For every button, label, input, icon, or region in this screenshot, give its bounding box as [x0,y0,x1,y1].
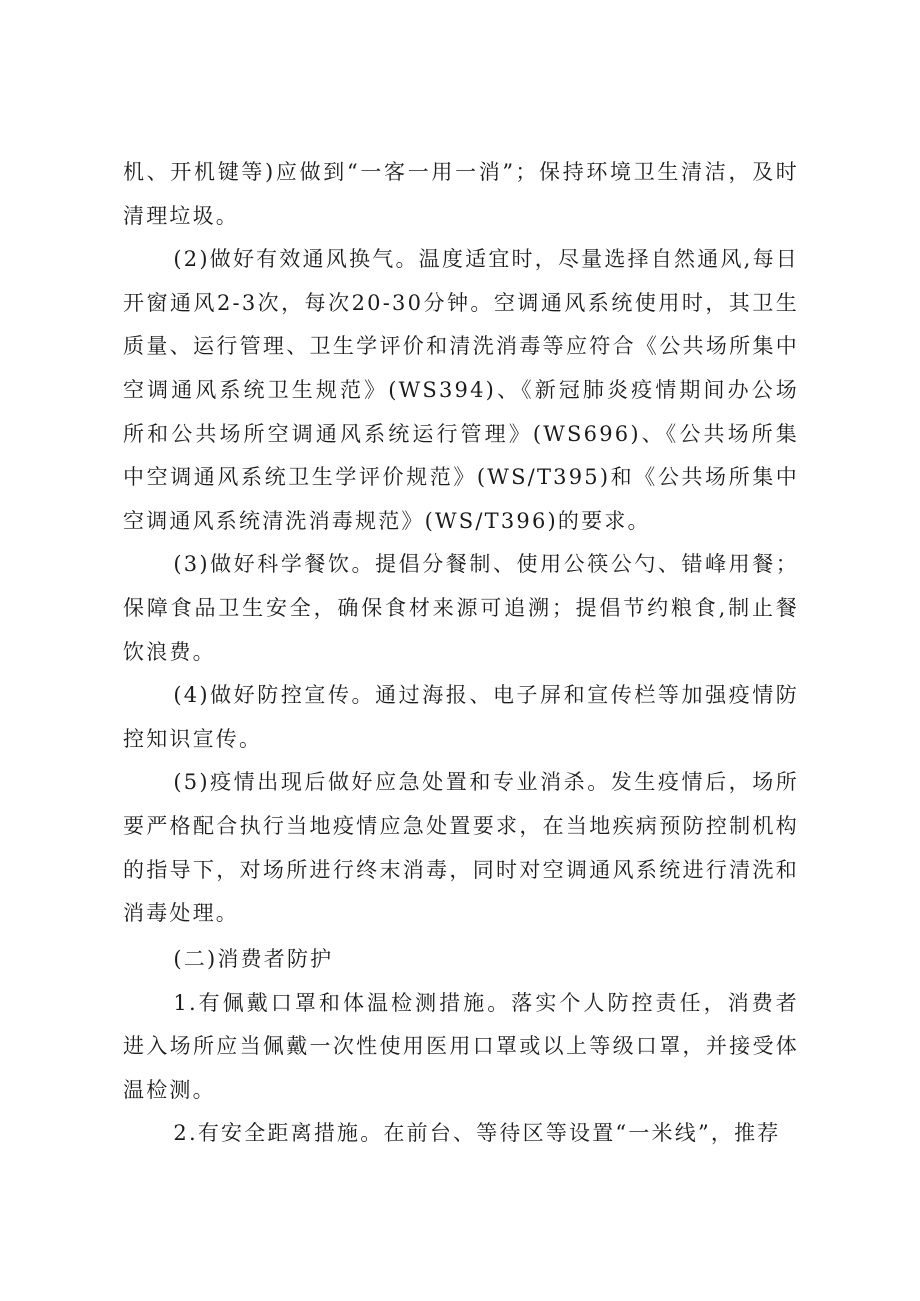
document-body [123,151,799,1156]
paragraph-ventilation: (2)做好有效通风换气。温度适宜时，尽量选择自然通风,每日开窗通风2-3次，每次20-30分钟。空调通风系统使用时，其卫生质量、运行管理、卫生学评价和清洗消毒等应符合《公共场所集中空调通风系统卫生规范》(WS394)、《新冠肺炎疫情期间办公场所和公共场所空调通风系统运行管理》(WS696)、《公共场所集中空调通风系统卫生学评价规范》(WS/T395)和《公共场所集中空调通风系统清洗消毒规范》(WS/T396)的要求。 [123,247,799,533]
section-heading-consumer-protection: (二)消费者防护 [173,946,334,971]
paragraph-continuation: 机、开机键等)应做到“一客一用一消”；保持环境卫生清洁，及时清理垃圾。 [123,160,799,228]
paragraph-dining: (3)做好科学餐饮。提倡分餐制、使用公筷公勺、错峰用餐；保障食品卫生安全，确保食材来源可追溯；提倡节约粮食,制止餐饮浪费。 [123,552,799,664]
paragraph-mask-temperature: 1.有佩戴口罩和体温检测措施。落实个人防控责任，消费者进入场所应当佩戴一次性使用医用口罩或以上等级口罩，并接受体温检测。 [123,990,799,1102]
paragraph-emergency: (5)疫情出现后做好应急处置和专业消杀。发生疫情后，场所要严格配合执行当地疫情应急处置要求，在当地疾病预防控制机构的指导下，对场所进行终末消毒，同时对空调通风系统进行清洗和消毒处理。 [123,770,799,926]
paragraph-publicity: (4)做好防控宣传。通过海报、电子屏和宣传栏等加强疫情防控知识宣传。 [123,683,799,751]
paragraph-safe-distance: 2.有安全距离措施。在前台、等待区等设置“一米线”，推荐 [173,1121,781,1146]
